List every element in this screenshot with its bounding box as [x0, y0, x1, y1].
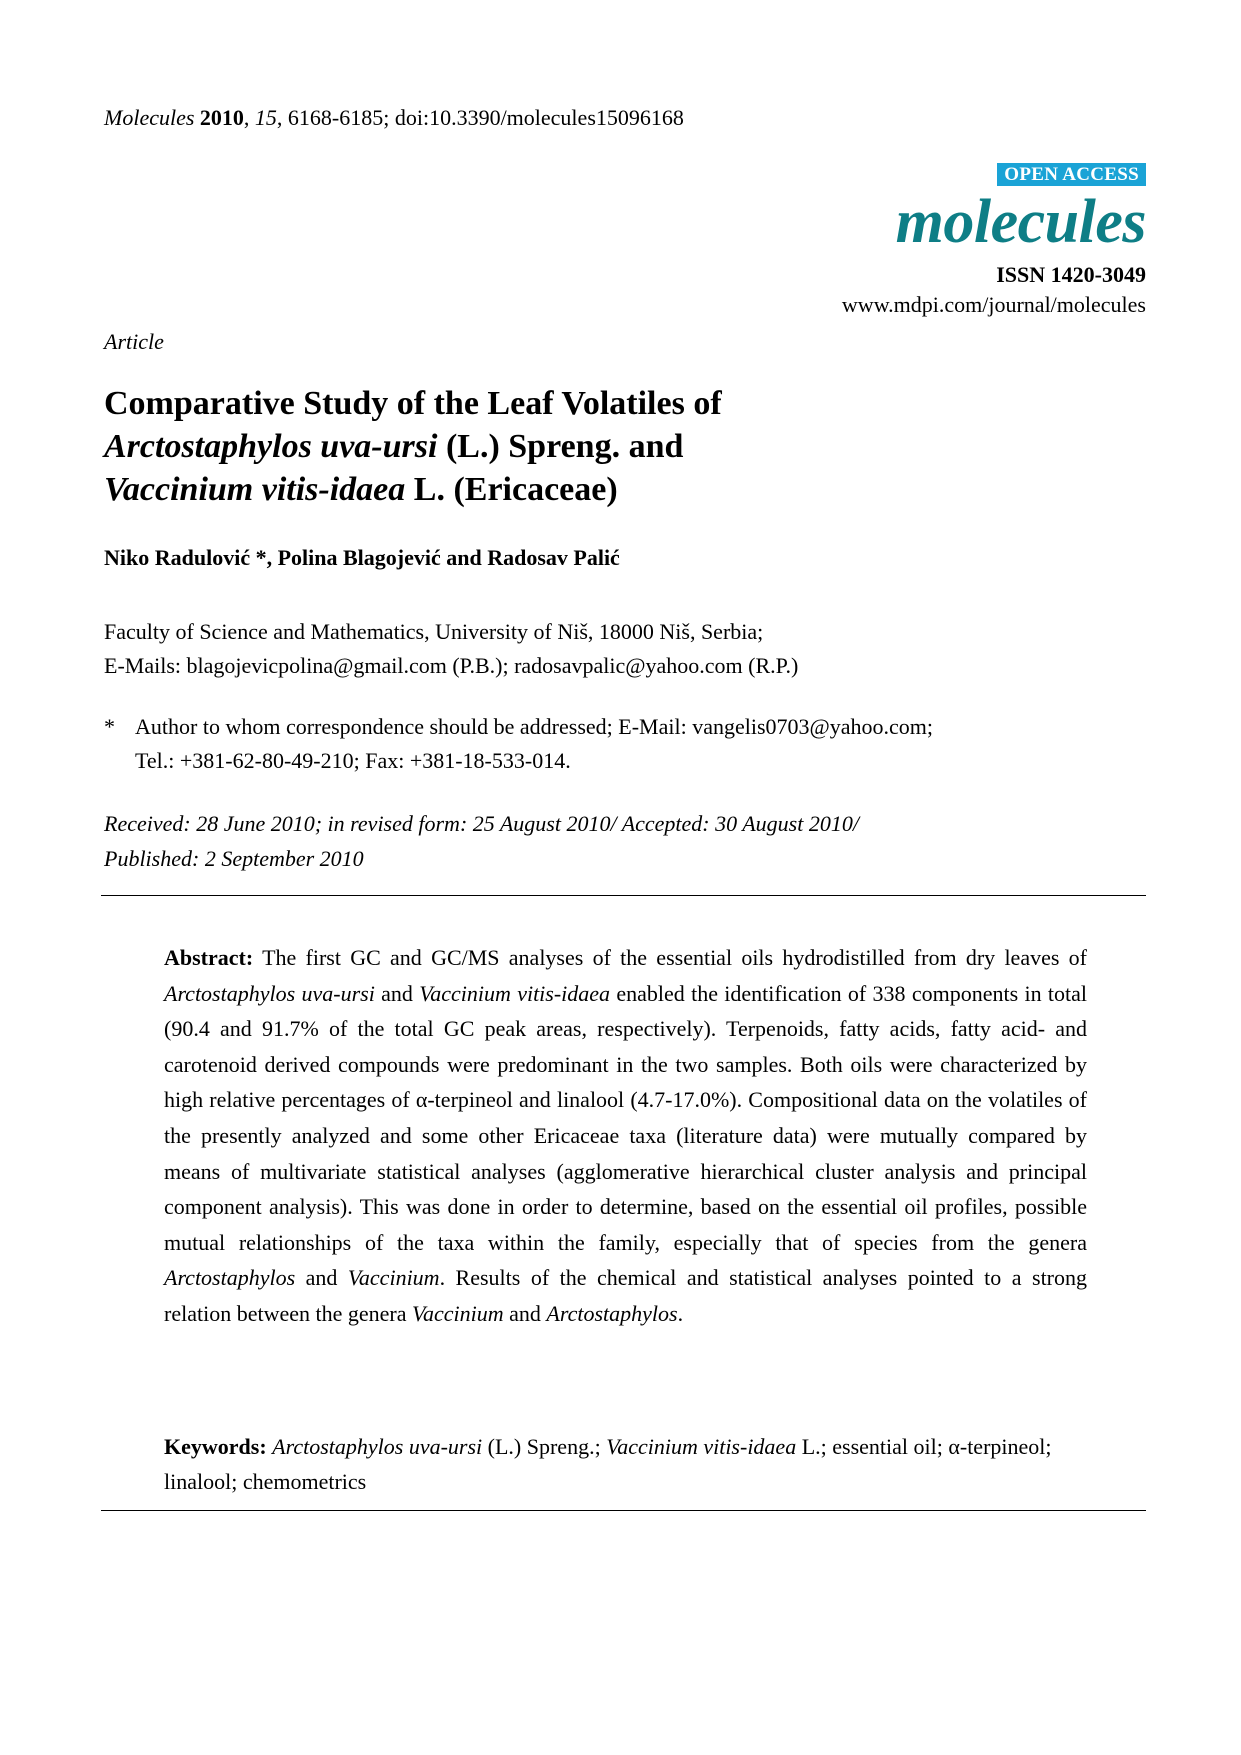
affiliation [104, 615, 798, 683]
correspondence-marker: * [104, 714, 115, 739]
keywords-italic: Vaccinium vitis-idaea [606, 1434, 797, 1459]
title-species-2: Vaccinium vitis-idaea [104, 471, 406, 508]
title-line-2-rest: (L.) Spreng. and [437, 428, 684, 465]
affiliation-line-1: Faculty of Science and Mathematics, University of Niš, 18000 Niš, Serbia; [104, 619, 764, 644]
paper-title [104, 382, 1004, 511]
abstract-text: . [677, 1300, 684, 1326]
abstract-italic: Arctostaphylos [546, 1300, 678, 1326]
abstract-italic: Vaccinium vitis-idaea [419, 980, 611, 1006]
keywords [164, 1429, 1087, 1499]
keywords-label: Keywords: [164, 1434, 267, 1459]
title-line-1: Comparative Study of the Leaf Volatiles of [104, 385, 722, 422]
citation-pages-doi: , 6168-6185; doi:10.3390/molecules15096168 [276, 105, 684, 130]
article-type: Article [104, 329, 164, 354]
abstract-text: The first GC and GC/MS analyses of the essential oils hydrodistilled from dry leaves of [253, 945, 1087, 970]
abstract-text: and [295, 1265, 348, 1291]
affiliation-emails: E-Mails: blagojevicpolina@gmail.com (P.B.); radosavpalic@yahoo.com (R.P.) [104, 653, 799, 678]
abstract-italic: Vaccinium [347, 1265, 440, 1291]
abstract-text: and [503, 1300, 547, 1326]
abstract [164, 940, 1087, 1332]
issn: ISSN 1420-3049 [996, 262, 1146, 287]
abstract-italic: Arctostaphylos uva-ursi [164, 980, 375, 1006]
abstract-text: enabled the identification of 338 components in total (90.4 and 91.7% of the total GC peak areas, respectively). Terpenoids, fatty acids, fatty acid- and carotenoid derived compounds were predominant in the two samples. Both oils were characterized by high relative percentages of α-terpineol and linalool (4.7-17.0%). Compositional data on the volatiles of the presently analyzed and some other Ericaceae taxa (literature data) were mutually compared by means of multivariate statistical analyses (agglomerative hierarchical cluster analysis and principal component analysis). This was done in order to determine, based on the essential oil profiles, possible mutual relationships of the taxa within the family, especially that of species from the genera [164, 980, 1088, 1255]
keywords-italic: Arctostaphylos uva-ursi [272, 1434, 483, 1459]
open-access-badge: OPEN ACCESS [997, 163, 1146, 186]
citation-volume: 15 [254, 105, 277, 130]
dates-line-1: Received: 28 June 2010; in revised form: 25 August 2010/ Accepted: 30 August 2010/ [104, 811, 859, 836]
citation-line: Molecules 2010, 15, 6168-6185; doi:10.3390/molecules15096168 [104, 105, 684, 130]
journal-short-name: Molecules [104, 105, 195, 130]
divider-top [101, 895, 1146, 896]
journal-logo: molecules [895, 188, 1146, 256]
title-line-2 [104, 425, 1004, 468]
abstract-label: Abstract: [164, 945, 254, 970]
abstract-text: and [374, 980, 420, 1006]
title-species-1: Arctostaphylos uva-ursi [104, 428, 438, 465]
journal-website: www.mdpi.com/journal/molecules [841, 292, 1146, 317]
keywords-text: (L.) Spreng.; [482, 1434, 607, 1459]
correspondence-note [104, 710, 933, 778]
abstract-italic: Arctostaphylos [164, 1265, 296, 1291]
title-line-3-rest: L. (Ericaceae) [405, 471, 618, 508]
divider-bottom [101, 1510, 1146, 1511]
title-line-3 [104, 468, 1004, 511]
citation-year: 2010 [199, 105, 244, 130]
correspondence-line-2: Tel.: +381-62-80-49-210; Fax: +381-18-533-014. [135, 748, 571, 773]
dates-line-2: Published: 2 September 2010 [104, 846, 364, 871]
publication-dates [104, 806, 859, 876]
authors: Niko Radulović *, Polina Blagojević and Radosav Palić [104, 545, 620, 570]
keywords-text: L.; essential oil; α-terpineol; linalool; chemometrics [164, 1434, 1052, 1494]
abstract-text: . Results of the chemical and statistical analyses pointed to a strong relation between the genera [164, 1265, 1088, 1326]
correspondence-line-1: Author to whom correspondence should be addressed; E-Mail: vangelis0703@yahoo.com; [135, 714, 934, 739]
abstract-italic: Vaccinium [411, 1300, 504, 1326]
